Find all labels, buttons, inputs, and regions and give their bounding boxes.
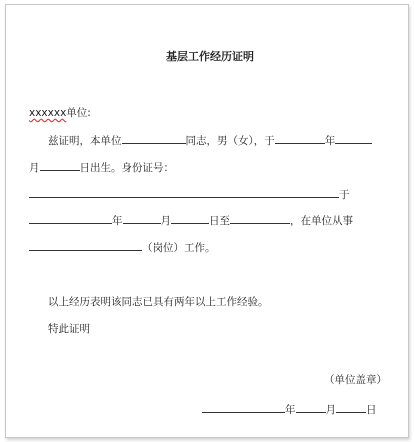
certificate-page [5,4,409,438]
year-label: 年 [324,135,336,147]
year-label: 年 [285,404,296,416]
birth-month-blank-start [335,132,372,144]
to-label: 于 [339,189,350,201]
gender-text: 同志，男（女），于 [185,135,275,147]
recipient-suffix: 单位: [66,107,91,119]
month-label: 月 [325,404,336,416]
sign-year-blank [202,401,285,413]
until-label: 日至 [209,215,230,227]
document-title: 基层工作经历证明 [166,50,254,63]
paragraph-line-3 [29,186,350,202]
start-day-blank [171,212,209,224]
position-label: （岗位）工作。 [142,242,216,254]
name-blank [122,132,186,144]
birth-day-blank [40,159,80,171]
seal-label: （单位盖章） [324,374,387,386]
paragraph-line-1 [48,132,372,148]
birth-year-blank [275,132,325,144]
year-label: 年 [112,215,123,227]
id-number-blank [29,186,339,198]
paragraph-line-4 [29,212,353,228]
sign-month-blank [296,401,326,413]
in-unit-label: ，在单位从事 [290,215,353,227]
recipient-placeholder: xxxxxx [29,107,67,119]
sign-day-blank [336,401,366,413]
intro-text: 兹证明，本单位 [48,135,122,147]
hereby-certify-text: 特此证明 [48,323,90,335]
month-label: 月 [160,215,171,227]
end-date-blank [230,212,290,224]
position-blank [29,239,142,251]
day-label: 日 [366,404,377,416]
id-number-label: 日出生。身份证号： [79,162,174,174]
start-month-blank [123,212,161,224]
statement-text: 以上经历表明该同志已具有两年以上工作经验。 [48,296,269,308]
paragraph-line-5 [29,239,216,255]
signature-date-line [202,401,377,417]
start-year-blank [29,212,112,224]
month-label: 月 [29,162,40,174]
recipient-line [29,106,91,120]
paragraph-line-2 [29,159,174,175]
